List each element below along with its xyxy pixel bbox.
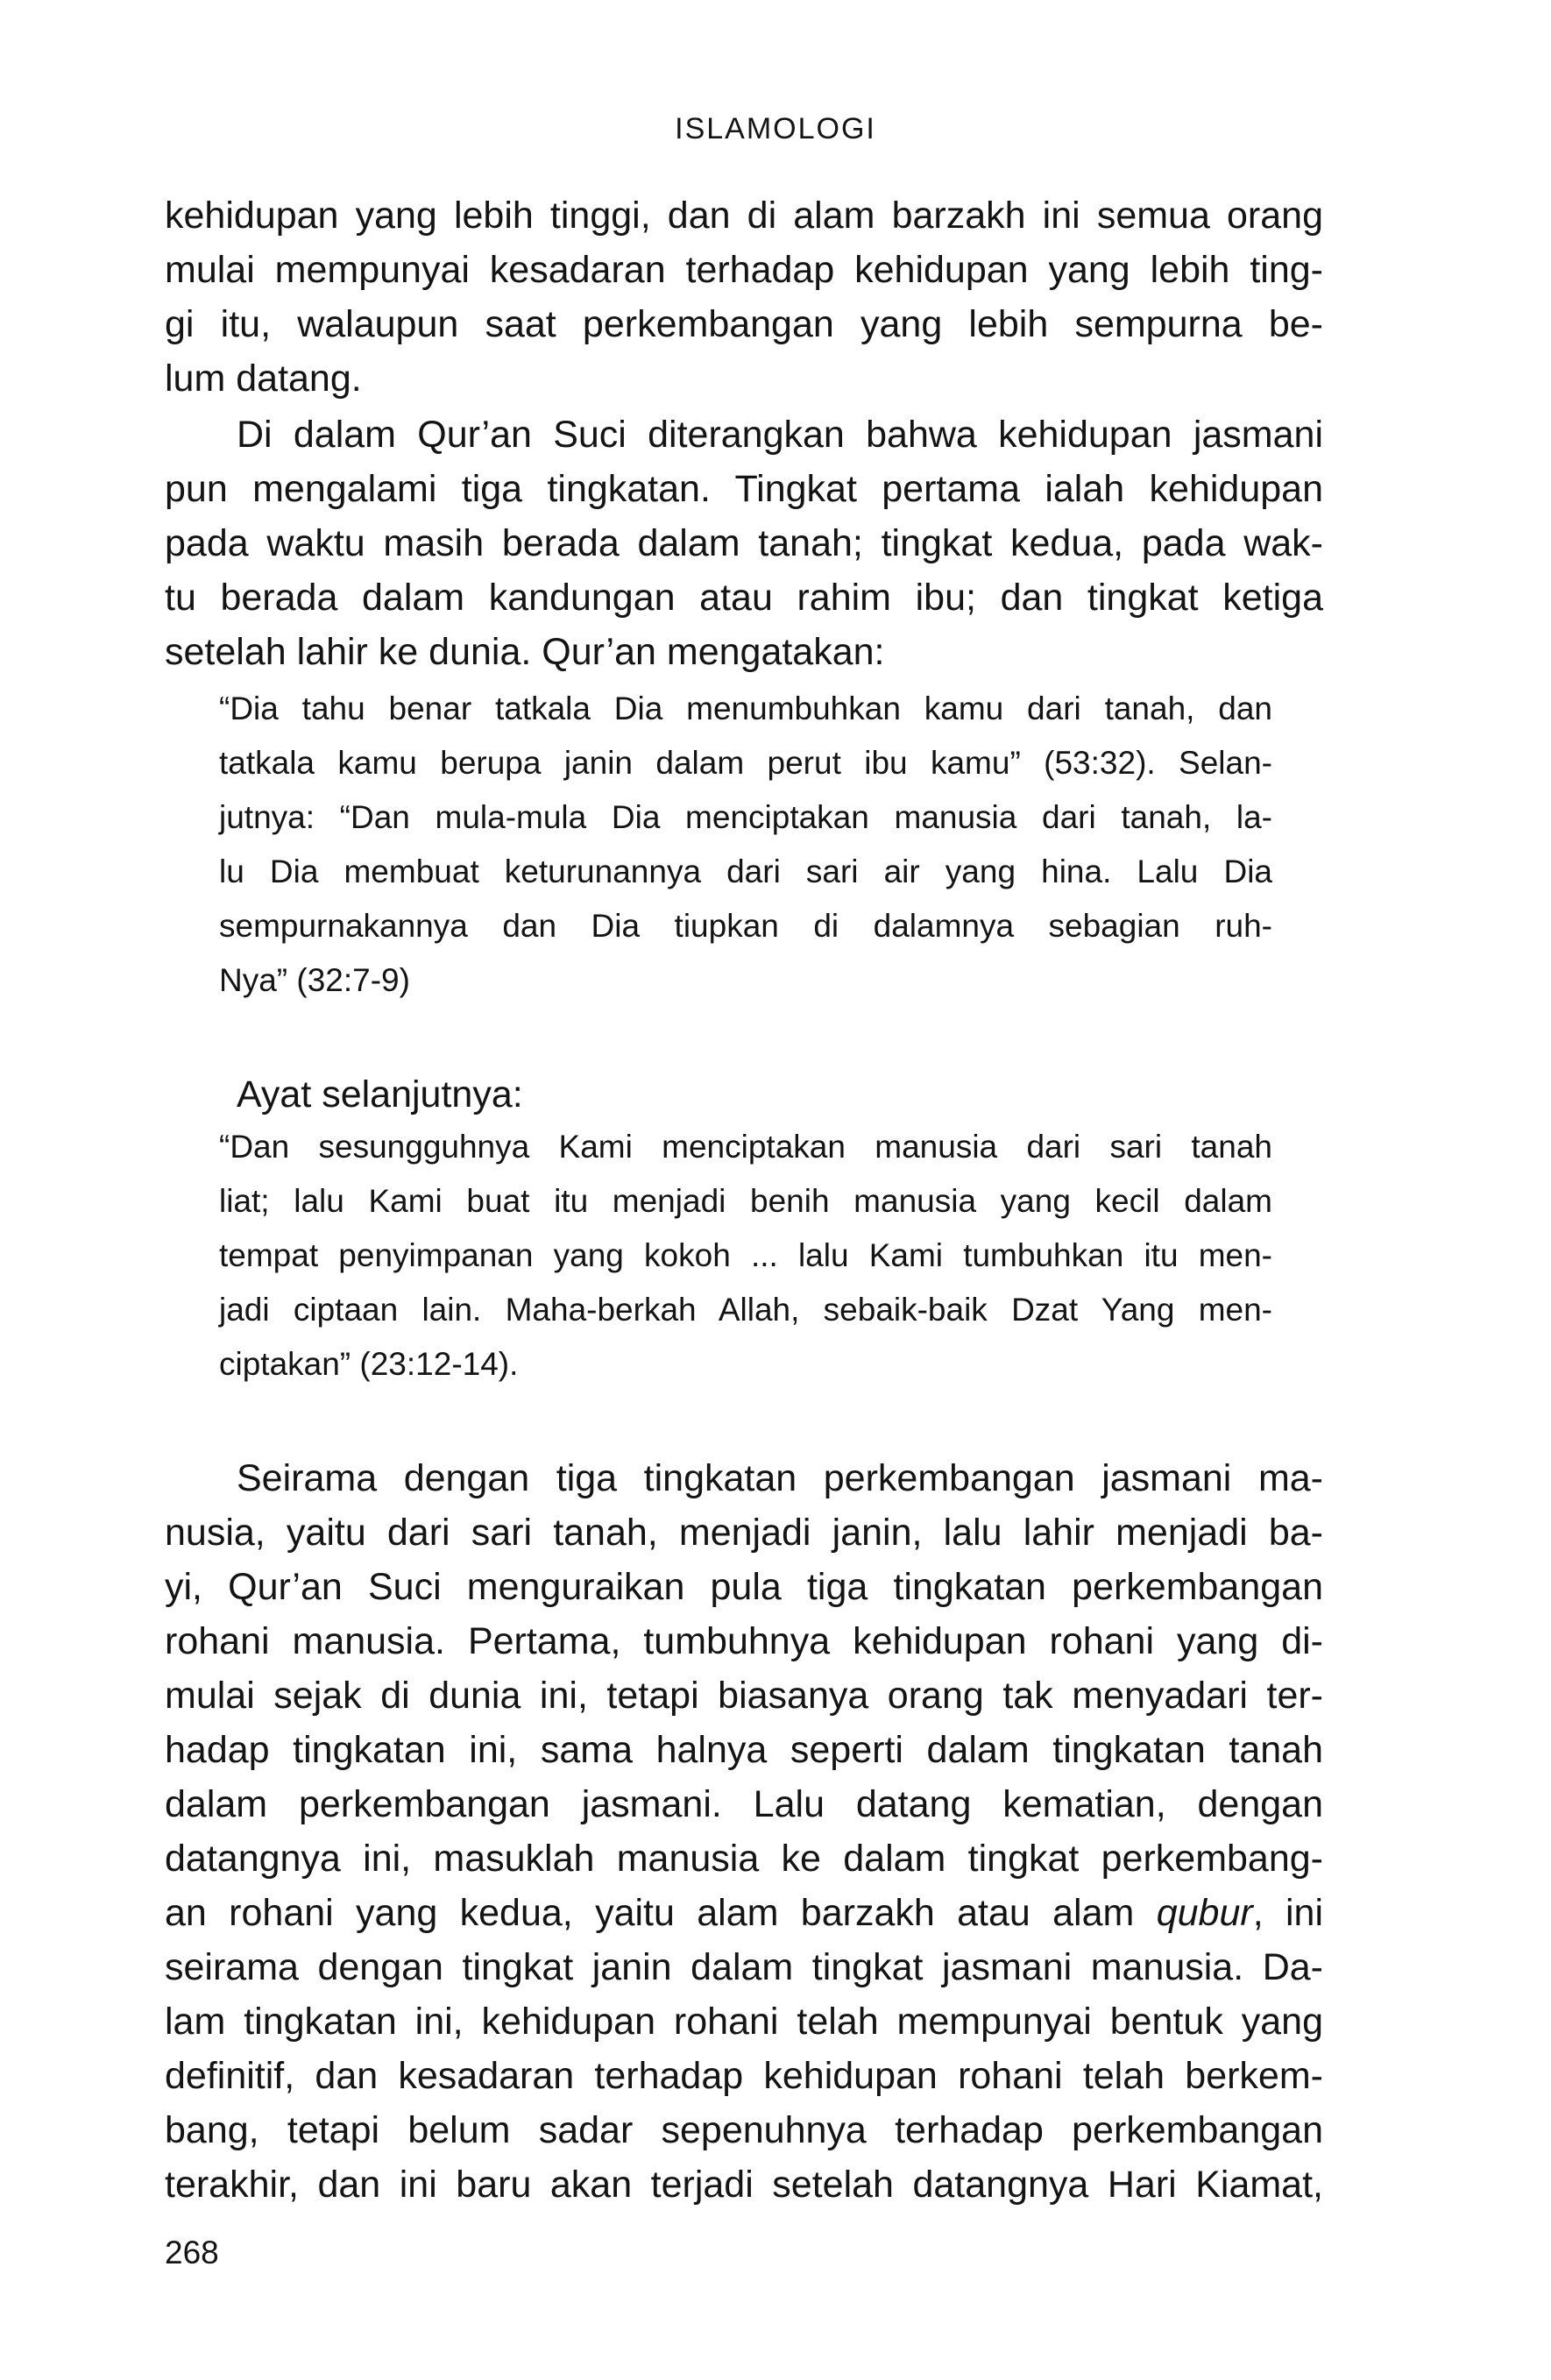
text-line: dalam perkembangan jasmani. Lalu datang kematian, dengan bbox=[165, 1783, 1323, 1825]
paragraph-rohani-stages bbox=[165, 1451, 1323, 2212]
text-line: definitif, dan kesadaran terhadap kehidupan rohani telah berkem- bbox=[165, 2055, 1323, 2097]
quote-line: tempat penyimpanan yang kokoh ... lalu Kami tumbuhkan itu men- bbox=[219, 1237, 1272, 1273]
text-line: yi, Qur’an Suci menguraikan pula tiga tingkatan perkembangan bbox=[165, 1566, 1323, 1608]
text-line: terakhir, dan ini baru akan terjadi setelah datangnya Hari Kiamat, bbox=[165, 2164, 1323, 2206]
quote-line: ciptakan” (23:12-14). bbox=[219, 1346, 519, 1382]
quran-quote-2 bbox=[219, 1120, 1272, 1392]
quote-line: Nya” (32:7-9) bbox=[219, 962, 410, 998]
ayat-intro: Ayat selanjutnya: bbox=[237, 1073, 523, 1116]
text-line: Seirama dengan tiga tingkatan perkembangan jasmani ma- bbox=[237, 1457, 1323, 1499]
quote-line: liat; lalu Kami buat itu menjadi benih manusia yang kecil dalam bbox=[219, 1183, 1272, 1219]
text-line: pada waktu masih berada dalam tanah; tingkat kedua, pada wak- bbox=[165, 522, 1323, 564]
text-line: tu berada dalam kandungan atau rahim ibu; dan tingkat ketiga bbox=[165, 577, 1323, 619]
quote-line: jadi ciptaan lain. Maha-berkah Allah, sebaik-baik Dzat Yang men- bbox=[219, 1292, 1272, 1328]
quote-line: “Dan sesungguhnya Kami menciptakan manusia dari sari tanah bbox=[219, 1129, 1272, 1165]
quote-line: sempurnakannya dan Dia tiupkan di dalamnya sebagian ruh- bbox=[219, 908, 1272, 944]
quote-line: jutnya: “Dan mula-mula Dia menciptakan manusia dari tanah, la- bbox=[219, 799, 1272, 835]
quote-line: tatkala kamu berupa janin dalam perut ibu kamu” (53:32). Selan- bbox=[219, 745, 1272, 781]
text-line: lam tingkatan ini, kehidupan rohani telah mempunyai bentuk yang bbox=[165, 2001, 1323, 2043]
paragraph-continuation bbox=[165, 188, 1323, 406]
text-line: mulai mempunyai kesadaran terhadap kehidupan yang lebih ting- bbox=[165, 249, 1323, 291]
text-line: bang, tetapi belum sadar sepenuhnya terhadap perkembangan bbox=[165, 2109, 1323, 2151]
text-segment: an rohani yang kedua, yaitu alam barzakh atau alam bbox=[165, 1892, 1157, 1934]
text-line: lum datang. bbox=[165, 358, 362, 400]
text-line: nusia, yaitu dari sari tanah, menjadi janin, lalu lahir menjadi ba- bbox=[165, 1512, 1323, 1554]
text-line: mulai sejak di dunia ini, tetapi biasanya orang tak menyadari ter- bbox=[165, 1675, 1323, 1717]
text-line: hadap tingkatan ini, sama halnya seperti dalam tingkatan tanah bbox=[165, 1729, 1323, 1771]
italic-term-qubur: qubur bbox=[1156, 1892, 1253, 1934]
text-line: pun mengalami tiga tingkatan. Tingkat pertama ialah kehidupan bbox=[165, 468, 1323, 510]
quote-line: lu Dia membuat keturunannya dari sari air yang hina. Lalu Dia bbox=[219, 854, 1272, 889]
text-line: datangnya ini, masuklah manusia ke dalam tingkat perkembang- bbox=[165, 1838, 1323, 1880]
text-line: rohani manusia. Pertama, tumbuhnya kehidupan rohani yang di- bbox=[165, 1620, 1323, 1662]
text-line-with-italic bbox=[165, 1886, 1323, 1940]
page-number: 268 bbox=[165, 2235, 219, 2270]
text-line: kehidupan yang lebih tinggi, dan di alam barzakh ini semua orang bbox=[165, 195, 1323, 237]
text-segment: , ini bbox=[1252, 1892, 1323, 1934]
quote-line: “Dia tahu benar tatkala Dia menumbuhkan kamu dari tanah, dan bbox=[219, 691, 1272, 726]
quran-quote-1 bbox=[219, 682, 1272, 1008]
text-line: Di dalam Qur’an Suci diterangkan bahwa kehidupan jasmani bbox=[237, 414, 1323, 456]
running-header: ISLAMOLOGI bbox=[675, 112, 876, 145]
text-line: seirama dengan tingkat janin dalam tingkat jasmani manusia. Da- bbox=[165, 1946, 1323, 1988]
text-line: setelah lahir ke dunia. Qur’an mengatakan: bbox=[165, 631, 885, 673]
paragraph-jasmani-stages bbox=[165, 407, 1323, 679]
text-line: gi itu, walaupun saat perkembangan yang lebih sempurna be- bbox=[165, 303, 1323, 345]
